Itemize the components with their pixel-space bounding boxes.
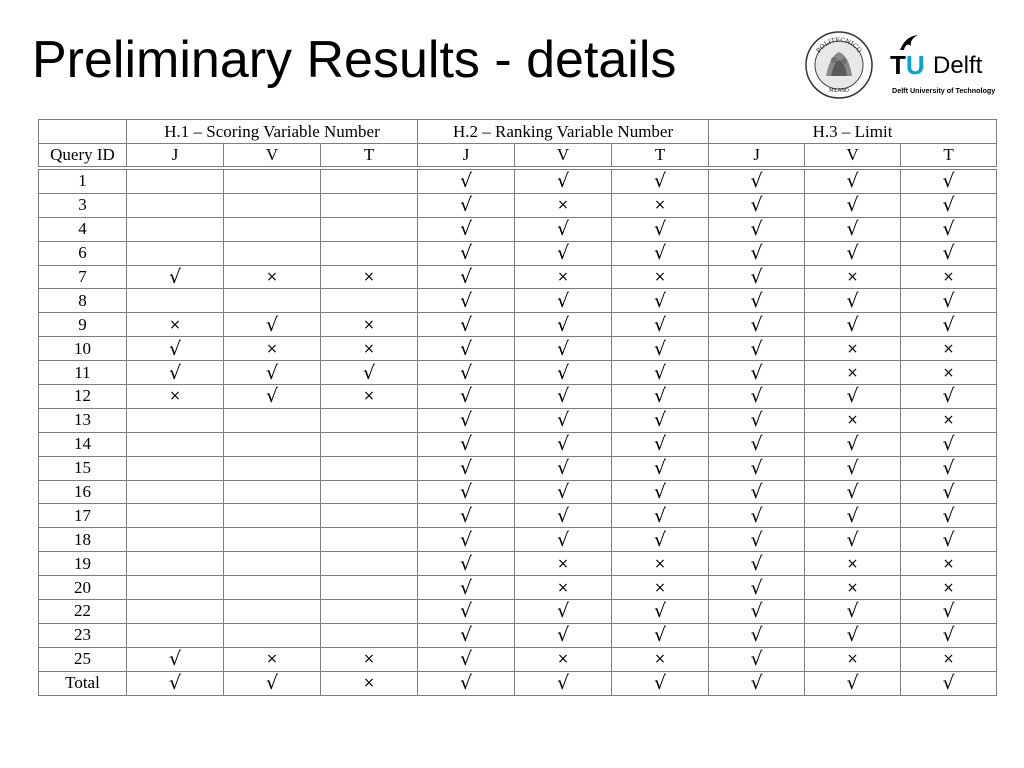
result-cell (321, 504, 418, 528)
group-header-h3: H.3 – Limit (709, 120, 997, 144)
result-cell (127, 480, 224, 504)
result-cell: √ (612, 600, 709, 624)
result-cell: √ (901, 241, 997, 265)
query-id-cell: 16 (39, 480, 127, 504)
result-cell: × (515, 576, 612, 600)
result-cell: √ (709, 193, 805, 217)
result-cell: √ (612, 289, 709, 313)
result-cell (224, 528, 321, 552)
result-cell (224, 289, 321, 313)
table-row (39, 576, 997, 600)
result-cell: √ (418, 289, 515, 313)
query-id-cell: 7 (39, 265, 127, 289)
result-cell: √ (515, 217, 612, 241)
result-cell: √ (805, 168, 901, 193)
column-header: V (224, 144, 321, 169)
result-cell: × (127, 385, 224, 409)
svg-text:POLITECNICO: POLITECNICO (815, 36, 863, 55)
query-id-cell: 25 (39, 647, 127, 671)
query-id-cell: 13 (39, 408, 127, 432)
result-cell (321, 432, 418, 456)
result-cell: √ (418, 337, 515, 361)
result-cell: × (515, 265, 612, 289)
result-cell: √ (709, 480, 805, 504)
column-header: J (127, 144, 224, 169)
table-row (39, 337, 997, 361)
query-id-cell: Total (39, 671, 127, 695)
column-header: J (418, 144, 515, 169)
query-id-cell: 1 (39, 168, 127, 193)
column-header: V (805, 144, 901, 169)
result-cell: × (612, 265, 709, 289)
result-cell: √ (418, 432, 515, 456)
result-cell: × (901, 361, 997, 385)
result-cell (127, 193, 224, 217)
result-cell: √ (515, 289, 612, 313)
result-cell: √ (805, 528, 901, 552)
table-row (39, 361, 997, 385)
result-cell: √ (418, 193, 515, 217)
query-id-cell: 10 (39, 337, 127, 361)
result-cell: × (515, 193, 612, 217)
table-row (39, 168, 997, 193)
result-cell: √ (418, 480, 515, 504)
result-cell: √ (709, 576, 805, 600)
query-id-cell: 17 (39, 504, 127, 528)
result-cell: √ (612, 504, 709, 528)
result-cell: √ (709, 168, 805, 193)
result-cell: √ (901, 504, 997, 528)
result-cell: √ (805, 217, 901, 241)
result-cell: √ (418, 504, 515, 528)
results-table (38, 119, 997, 696)
result-cell: √ (224, 385, 321, 409)
query-id-cell: 4 (39, 217, 127, 241)
column-header: T (901, 144, 997, 169)
result-cell: √ (901, 385, 997, 409)
result-cell: √ (709, 432, 805, 456)
result-cell: √ (709, 217, 805, 241)
table-row (39, 241, 997, 265)
result-cell: √ (127, 361, 224, 385)
result-cell: √ (515, 337, 612, 361)
result-cell: √ (805, 385, 901, 409)
result-cell (127, 408, 224, 432)
result-cell: √ (805, 241, 901, 265)
result-cell: × (224, 337, 321, 361)
result-cell: √ (901, 313, 997, 337)
result-cell: √ (612, 408, 709, 432)
result-cell: √ (901, 217, 997, 241)
result-cell (224, 408, 321, 432)
table-row (39, 217, 997, 241)
result-cell: × (805, 337, 901, 361)
result-cell: √ (418, 168, 515, 193)
result-cell (321, 623, 418, 647)
result-cell (127, 168, 224, 193)
query-id-cell: 15 (39, 456, 127, 480)
result-cell: √ (127, 337, 224, 361)
result-cell (224, 552, 321, 576)
table-row (39, 623, 997, 647)
table-row (39, 552, 997, 576)
result-cell: √ (515, 313, 612, 337)
results-table-container (38, 119, 996, 696)
result-cell: × (321, 313, 418, 337)
result-cell: √ (127, 671, 224, 695)
column-header: V (515, 144, 612, 169)
result-cell: × (321, 337, 418, 361)
result-cell: √ (612, 456, 709, 480)
query-id-cell: 11 (39, 361, 127, 385)
column-header-query-id: Query ID (39, 144, 127, 169)
result-cell: √ (901, 432, 997, 456)
result-cell: √ (418, 385, 515, 409)
slide-title: Preliminary Results - details (32, 31, 677, 89)
result-cell (127, 241, 224, 265)
result-cell: √ (709, 289, 805, 313)
result-cell: √ (515, 504, 612, 528)
tu-delft-logo (890, 34, 1008, 98)
result-cell: √ (709, 265, 805, 289)
result-cell (224, 432, 321, 456)
result-cell: √ (805, 600, 901, 624)
result-cell: √ (805, 432, 901, 456)
result-cell: × (805, 552, 901, 576)
result-cell: √ (224, 313, 321, 337)
query-id-cell: 6 (39, 241, 127, 265)
result-cell: × (901, 647, 997, 671)
result-cell: √ (515, 600, 612, 624)
results-body (39, 168, 997, 695)
result-cell: √ (612, 313, 709, 337)
result-cell: √ (515, 168, 612, 193)
result-cell: √ (418, 456, 515, 480)
result-cell: × (127, 313, 224, 337)
group-header-h2: H.2 – Ranking Variable Number (418, 120, 709, 144)
result-cell: √ (805, 623, 901, 647)
query-id-cell: 8 (39, 289, 127, 313)
result-cell: √ (418, 623, 515, 647)
result-cell: √ (224, 361, 321, 385)
result-cell: √ (709, 456, 805, 480)
result-cell: × (805, 576, 901, 600)
tu-mark: TU (890, 50, 925, 80)
result-cell: × (612, 552, 709, 576)
result-cell: √ (515, 241, 612, 265)
result-cell: × (224, 647, 321, 671)
result-cell: √ (805, 313, 901, 337)
result-cell: √ (515, 432, 612, 456)
result-cell: √ (709, 647, 805, 671)
query-id-cell: 22 (39, 600, 127, 624)
result-cell: √ (127, 265, 224, 289)
table-row (39, 432, 997, 456)
result-cell: √ (805, 289, 901, 313)
result-cell (224, 241, 321, 265)
table-row (39, 504, 997, 528)
result-cell: × (901, 552, 997, 576)
result-cell: √ (709, 337, 805, 361)
result-cell: √ (901, 600, 997, 624)
result-cell: × (612, 576, 709, 600)
query-id-cell: 12 (39, 385, 127, 409)
result-cell (321, 456, 418, 480)
result-cell (321, 600, 418, 624)
svg-text:MILANO: MILANO (829, 88, 849, 94)
result-cell (321, 241, 418, 265)
table-row (39, 671, 997, 695)
result-cell: √ (127, 647, 224, 671)
table-row (39, 385, 997, 409)
politecnico-milano-seal (804, 30, 874, 100)
result-cell: √ (418, 265, 515, 289)
result-cell: × (515, 647, 612, 671)
result-cell: √ (515, 408, 612, 432)
result-cell (321, 480, 418, 504)
result-cell: √ (709, 361, 805, 385)
result-cell: × (901, 265, 997, 289)
query-id-cell: 23 (39, 623, 127, 647)
result-cell: √ (901, 168, 997, 193)
query-id-cell: 9 (39, 313, 127, 337)
result-cell: √ (709, 408, 805, 432)
result-cell: × (901, 576, 997, 600)
result-cell: × (805, 361, 901, 385)
result-cell: √ (418, 313, 515, 337)
result-cell: × (805, 408, 901, 432)
result-cell (127, 432, 224, 456)
result-cell (127, 456, 224, 480)
table-row (39, 528, 997, 552)
table-row (39, 456, 997, 480)
result-cell: √ (612, 432, 709, 456)
result-cell: × (321, 385, 418, 409)
result-cell: √ (709, 241, 805, 265)
sub-header-row (39, 144, 997, 169)
table-row (39, 265, 997, 289)
column-header: T (321, 144, 418, 169)
result-cell: √ (418, 552, 515, 576)
result-cell: √ (515, 528, 612, 552)
result-cell: √ (612, 671, 709, 695)
result-cell (127, 528, 224, 552)
result-cell (224, 480, 321, 504)
table-row (39, 313, 997, 337)
result-cell: × (321, 647, 418, 671)
result-cell: √ (709, 528, 805, 552)
result-cell: √ (418, 241, 515, 265)
result-cell (127, 600, 224, 624)
result-cell: × (901, 408, 997, 432)
result-cell: √ (805, 456, 901, 480)
result-cell: √ (901, 528, 997, 552)
result-cell: √ (418, 361, 515, 385)
result-cell (127, 217, 224, 241)
result-cell (321, 576, 418, 600)
result-cell: × (321, 671, 418, 695)
result-cell (321, 193, 418, 217)
table-row (39, 480, 997, 504)
result-cell: √ (515, 671, 612, 695)
result-cell: √ (709, 623, 805, 647)
result-cell: √ (709, 313, 805, 337)
table-row (39, 408, 997, 432)
result-cell (224, 456, 321, 480)
result-cell: × (515, 552, 612, 576)
result-cell (127, 289, 224, 313)
result-cell: √ (418, 576, 515, 600)
result-cell: × (805, 647, 901, 671)
result-cell: √ (418, 408, 515, 432)
result-cell: √ (612, 241, 709, 265)
result-cell (224, 623, 321, 647)
result-cell: × (901, 337, 997, 361)
result-cell (224, 193, 321, 217)
result-cell: √ (901, 671, 997, 695)
result-cell: √ (515, 480, 612, 504)
result-cell: √ (901, 289, 997, 313)
column-header: J (709, 144, 805, 169)
result-cell: √ (612, 361, 709, 385)
result-cell: √ (901, 480, 997, 504)
result-cell: √ (418, 528, 515, 552)
result-cell (321, 289, 418, 313)
result-cell: √ (321, 361, 418, 385)
result-cell: √ (612, 337, 709, 361)
query-id-cell: 3 (39, 193, 127, 217)
tu-delft-subtitle: Delft University of Technology (892, 86, 996, 95)
result-cell: √ (612, 528, 709, 552)
query-id-cell: 19 (39, 552, 127, 576)
result-cell (224, 504, 321, 528)
table-row (39, 193, 997, 217)
result-cell: √ (612, 623, 709, 647)
result-cell: √ (805, 671, 901, 695)
result-cell (224, 600, 321, 624)
result-cell (321, 168, 418, 193)
result-cell (321, 408, 418, 432)
result-cell: √ (515, 623, 612, 647)
result-cell: √ (709, 671, 805, 695)
query-id-cell: 18 (39, 528, 127, 552)
result-cell: √ (805, 193, 901, 217)
query-id-cell: 20 (39, 576, 127, 600)
table-row (39, 600, 997, 624)
result-cell: √ (709, 600, 805, 624)
group-header-row (39, 120, 997, 144)
result-cell: × (805, 265, 901, 289)
result-cell: √ (612, 385, 709, 409)
result-cell (224, 576, 321, 600)
result-cell (321, 528, 418, 552)
result-cell: √ (418, 600, 515, 624)
result-cell (321, 552, 418, 576)
result-cell: × (612, 193, 709, 217)
result-cell (224, 168, 321, 193)
result-cell (127, 504, 224, 528)
result-cell: √ (418, 671, 515, 695)
corner-cell (39, 120, 127, 144)
result-cell: √ (515, 385, 612, 409)
result-cell: √ (612, 168, 709, 193)
result-cell: √ (709, 385, 805, 409)
result-cell: √ (901, 193, 997, 217)
result-cell: × (612, 647, 709, 671)
table-row (39, 647, 997, 671)
result-cell (224, 217, 321, 241)
result-cell: √ (224, 671, 321, 695)
result-cell: √ (805, 504, 901, 528)
result-cell: √ (418, 217, 515, 241)
result-cell: √ (901, 623, 997, 647)
result-cell: √ (515, 361, 612, 385)
result-cell (127, 576, 224, 600)
table-row (39, 289, 997, 313)
result-cell (127, 552, 224, 576)
result-cell: √ (709, 504, 805, 528)
query-id-cell: 14 (39, 432, 127, 456)
result-cell: × (224, 265, 321, 289)
result-cell (321, 217, 418, 241)
result-cell: × (321, 265, 418, 289)
result-cell: √ (612, 217, 709, 241)
group-header-h1: H.1 – Scoring Variable Number (127, 120, 418, 144)
result-cell: √ (709, 552, 805, 576)
column-header: T (612, 144, 709, 169)
delft-wordmark: Delft (933, 52, 983, 79)
result-cell: √ (612, 480, 709, 504)
result-cell: √ (805, 480, 901, 504)
result-cell: √ (901, 456, 997, 480)
result-cell: √ (515, 456, 612, 480)
result-cell (127, 623, 224, 647)
result-cell: √ (418, 647, 515, 671)
